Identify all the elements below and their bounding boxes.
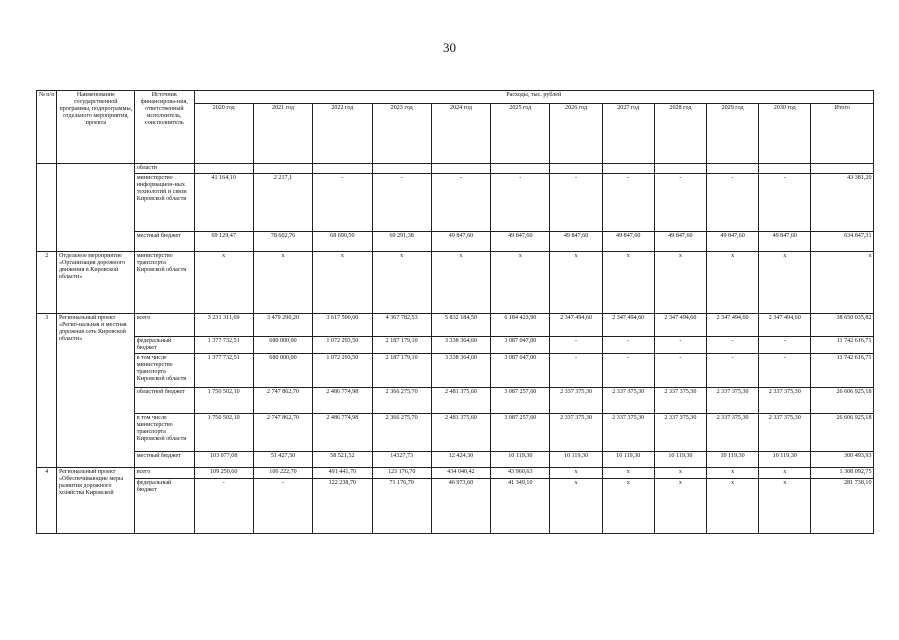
funding-source-cell: министерство транспорта Кировской области [135,252,194,314]
year-value-cell [491,164,550,174]
year-value-cell: 2 187 179,10 [372,337,431,354]
year-value-cell [602,164,654,174]
year-value-cell: 2 187 179,10 [372,354,431,388]
year-value-cell: 68 690,50 [313,232,372,252]
year-value-cell: - [313,174,372,232]
year-value-cell [654,164,706,174]
year-value-cell: 71 176,70 [372,479,431,534]
header-year: 2027 год [602,104,654,164]
row-number-cell: 4 [37,468,57,534]
year-value-cell: 2 486 774,98 [313,414,372,452]
table-row [37,468,874,479]
year-value-cell: x [194,252,253,314]
year-value-cell [431,164,490,174]
year-value-cell: - [759,174,811,232]
year-value-cell: 1 750 502,10 [194,388,253,414]
year-value-cell: - [759,337,811,354]
year-value-cell: 1 750 502,10 [194,414,253,452]
year-value-cell: 10 119,30 [707,452,759,468]
total-cell: 634 847,31 [811,232,874,252]
year-value-cell: 3 087 047,00 [491,354,550,388]
year-value-cell: x [654,479,706,534]
year-value-cell: 2 747 862,70 [253,414,312,452]
budget-table [36,90,874,534]
year-value-cell: 2 347 494,60 [550,314,602,337]
year-value-cell: 491 441,70 [313,468,372,479]
header-year: 2022 год [313,104,372,164]
year-value-cell: 1 072 293,50 [313,337,372,354]
year-value-cell: 106 222,70 [253,468,312,479]
year-value-cell: x [759,468,811,479]
year-value-cell: 1 072 293,50 [313,354,372,388]
year-value-cell: 2 481 375,60 [431,388,490,414]
project-name-cell: Региональный проект «Обеспечивающие меры развития дорожного хозяйства Кировской [57,468,135,534]
year-value-cell: x [602,252,654,314]
year-value-cell: 2 366 275,70 [372,414,431,452]
project-name-cell [57,164,135,252]
total-cell: 26 606 925,18 [811,388,874,414]
header-year: 2025 год [491,104,550,164]
year-value-cell: - [550,354,602,388]
header-year: 2030 год [759,104,811,164]
year-value-cell: - [707,174,759,232]
year-value-cell: 2 347 494,60 [707,314,759,337]
year-value-cell: 2 366 275,70 [372,388,431,414]
funding-source-cell: в том числе министерство транспорта Кировской области [135,414,194,452]
year-value-cell: 2 337 375,30 [759,414,811,452]
table-row [37,164,874,174]
year-value-cell: 78 602,76 [253,232,312,252]
header-name: Наименование государственной программы, подпрограммы, отдельного мероприятия, проекта [57,91,135,164]
year-value-cell: x [707,252,759,314]
year-value-cell [313,164,372,174]
year-value-cell: - [602,337,654,354]
total-cell: 11 742 616,71 [811,337,874,354]
header-year: 2024 год [431,104,490,164]
year-value-cell: x [654,252,706,314]
year-value-cell: 51 427,50 [253,452,312,468]
project-name-cell: Региональный проект «Регио-нальная и местная дорожная сеть Кировской области» [57,314,135,468]
table-row [37,174,874,232]
total-cell: 43 381,20 [811,174,874,232]
header-year: 2029 год [707,104,759,164]
year-value-cell: 49 847,60 [654,232,706,252]
header-year: 2026 год [550,104,602,164]
total-cell: x [811,252,874,314]
year-value-cell: 1 377 732,51 [194,337,253,354]
funding-source-cell: местный бюджет [135,232,194,252]
year-value-cell: 122 238,70 [313,479,372,534]
header-year: 2028 год [654,104,706,164]
year-value-cell: 2 347 494,60 [759,314,811,337]
year-value-cell: - [602,174,654,232]
total-cell: 1 308 092,75 [811,468,874,479]
year-value-cell: 10 119,30 [602,452,654,468]
year-value-cell: 3 479 290,20 [253,314,312,337]
year-value-cell: x [372,252,431,314]
table-row [37,314,874,337]
row-number-cell: 2 [37,252,57,314]
year-value-cell: 109 250,60 [194,468,253,479]
year-value-cell: 2 337 375,30 [707,388,759,414]
year-value-cell: x [707,479,759,534]
year-value-cell: 49 847,60 [602,232,654,252]
header-total: Итого [811,104,874,164]
table-row [37,232,874,252]
year-value-cell: - [253,479,312,534]
table-row [37,479,874,534]
year-value-cell: - [431,174,490,232]
year-value-cell: - [654,354,706,388]
year-value-cell: 10 119,30 [759,452,811,468]
page-number: 30 [443,40,456,55]
year-value-cell: 2 347 494,60 [654,314,706,337]
year-value-cell: x [707,468,759,479]
year-value-cell [759,164,811,174]
year-value-cell [253,164,312,174]
year-value-cell: 41 349,10 [491,479,550,534]
year-value-cell: 4 367 782,53 [372,314,431,337]
funding-source-cell: областной бюджет [135,388,194,414]
year-value-cell: 3 338 364,60 [431,337,490,354]
year-value-cell: - [372,174,431,232]
year-value-cell [707,164,759,174]
year-value-cell: 434 040,42 [431,468,490,479]
year-value-cell: 49 847,60 [707,232,759,252]
year-value-cell: 2 337 375,30 [550,414,602,452]
table-row [37,252,874,314]
year-value-cell: x [313,252,372,314]
year-value-cell: 680 000,00 [253,354,312,388]
year-value-cell: x [759,479,811,534]
year-value-cell: 3 087 257,60 [491,388,550,414]
year-value-cell: 49 847,60 [550,232,602,252]
year-value-cell: 2 337 375,30 [654,388,706,414]
year-value-cell: 3 338 364,60 [431,354,490,388]
year-value-cell: 1 377 732,51 [194,354,253,388]
year-value-cell: 2 337 375,30 [654,414,706,452]
year-value-cell: 2 337 375,30 [707,414,759,452]
year-value-cell: x [550,468,602,479]
year-value-cell: 41 164,10 [194,174,253,232]
year-value-cell: x [759,252,811,314]
year-value-cell: 2 347 494,60 [602,314,654,337]
year-value-cell: x [491,252,550,314]
total-cell: 300 493,93 [811,452,874,468]
year-value-cell: x [602,468,654,479]
funding-source-cell: местный бюджет [135,452,194,468]
table-row [37,388,874,414]
year-value-cell: 10 119,30 [550,452,602,468]
year-value-cell [194,164,253,174]
table-body [37,164,874,534]
year-value-cell: 49 847,60 [431,232,490,252]
year-value-cell: 2 486 774,98 [313,388,372,414]
year-value-cell: 3 087 257,60 [491,414,550,452]
header-expenses: Расходы, тыс. рублей [194,91,873,104]
funding-source-cell: федеральный бюджет [135,337,194,354]
year-value-cell: - [707,354,759,388]
header-year: 2021 год [253,104,312,164]
header-year: 2023 год [372,104,431,164]
row-number-cell: 3 [37,314,57,468]
year-value-cell: 2 337 375,30 [759,388,811,414]
year-value-cell: 69 291,38 [372,232,431,252]
header-no: № п/п [37,91,57,164]
year-value-cell: 103 077,08 [194,452,253,468]
year-value-cell: 10 119,30 [654,452,706,468]
year-value-cell: 3 087 047,00 [491,337,550,354]
funding-source-cell: всего [135,314,194,337]
year-value-cell: x [654,468,706,479]
year-value-cell: 12 424,30 [431,452,490,468]
funding-source-cell: министерство информацион-ных технологий и связи Кировской области [135,174,194,232]
year-value-cell: 2 481 375,60 [431,414,490,452]
year-value-cell: 2 337 375,30 [602,388,654,414]
table-row [37,354,874,388]
year-value-cell: 2 337 375,30 [550,388,602,414]
year-value-cell: 2 747 862,70 [253,388,312,414]
year-value-cell: - [194,479,253,534]
funding-source-cell: в том числе министерство транспорта Кировской области [135,354,194,388]
funding-source-cell: федеральный бюджет [135,479,194,534]
year-value-cell: x [602,479,654,534]
project-name-cell: Отдельное мероприятие «Организация дорожного движения в Кировской области» [57,252,135,314]
year-value-cell [372,164,431,174]
total-cell: 26 606 925,18 [811,414,874,452]
year-value-cell: 49 847,60 [491,232,550,252]
year-value-cell: 49 847,60 [759,232,811,252]
year-value-cell: - [491,174,550,232]
year-value-cell: - [550,337,602,354]
year-value-cell: 10 119,30 [491,452,550,468]
year-value-cell: x [431,252,490,314]
year-value-cell: - [602,354,654,388]
year-value-cell: 6 184 423,90 [491,314,550,337]
year-value-cell: - [707,337,759,354]
total-cell: 281 738,10 [811,479,874,534]
year-value-cell: 3 231 311,69 [194,314,253,337]
year-value-cell: x [550,479,602,534]
year-value-cell: 58 521,52 [313,452,372,468]
year-value-cell: 680 000,00 [253,337,312,354]
year-value-cell: - [550,174,602,232]
year-value-cell: 123 176,70 [372,468,431,479]
year-value-cell: 2 337 375,30 [602,414,654,452]
year-value-cell: x [550,252,602,314]
header-year: 2020 год [194,104,253,164]
total-cell: 38 650 035,82 [811,314,874,337]
total-cell [811,164,874,174]
row-number-cell [37,164,57,252]
year-value-cell: - [654,174,706,232]
year-value-cell: 69 129,47 [194,232,253,252]
year-value-cell: - [654,337,706,354]
year-value-cell: - [759,354,811,388]
header-source: Источник финансирова-ния, ответственный исполнитель, соисполнитель [135,91,194,164]
year-value-cell: x [253,252,312,314]
funding-source-cell: области [135,164,194,174]
table-row [37,452,874,468]
total-cell: 11 742 616,71 [811,354,874,388]
table-row [37,414,874,452]
year-value-cell [550,164,602,174]
year-value-cell: 46 973,60 [431,479,490,534]
funding-source-cell: всего [135,468,194,479]
year-value-cell: 14327,73 [372,452,431,468]
year-value-cell: 3 617 590,00 [313,314,372,337]
table-row [37,337,874,354]
year-value-cell: 5 832 184,50 [431,314,490,337]
year-value-cell: 2 217,1 [253,174,312,232]
year-value-cell: 43 960,63 [491,468,550,479]
